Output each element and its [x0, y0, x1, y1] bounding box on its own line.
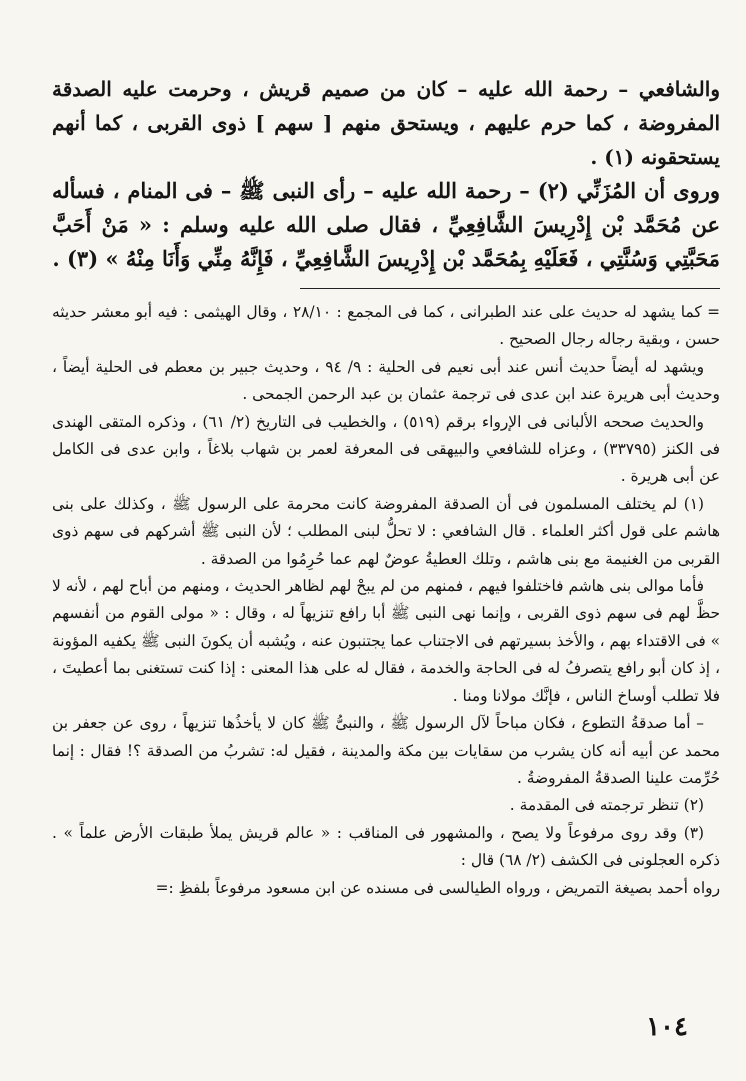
footnote-paragraph: والحديث صححه الألبانى فى الإرواء برقم (٥١٩) ، والخطيب فى التاريخ (٢/ ٦١) ، وذكره المتقى الهندى فى الكنز (٣٣٧٩٥) ، وعزاه للشافعي والبيهقى فى المعرفة لعمر بن شهاب بلاغاً ، وابن عدى فى الكامل عن أبى هريرة .	[52, 412, 720, 486]
footnote-divider	[300, 288, 720, 289]
main-paragraph-1: والشافعي – رحمة الله عليه – كان من صميم قريش ، وحرمت عليه الصدقة المفروضة ، كما حرم عليهم ، ويستحق منهم [ سهم ] ذوى القربى ، كما أنهم يستحقونه (١) .	[52, 77, 720, 169]
footnote-paragraph: رواه أحمد بصيغة التمريض ، ورواه الطيالسى فى مسنده عن ابن مسعود مرفوعاً بلفظِ :=	[155, 878, 720, 897]
page-number: ١٠٤	[646, 1012, 688, 1042]
footnote-3: (٣) وقد روى مرفوعاً ولا يصح ، والمشهور فى المناقب : « عالم قريش يملأ طبقات الأرض علماً » . ذكره العجلونى فى الكشف (٢/ ٦٨) قال :	[52, 823, 720, 870]
book-page	[52, 72, 720, 1052]
main-paragraph-2: وروى أن المُزَنِّي (٢) – رحمة الله عليه – رأى النبى ﷺ – فى المنام ، فسأله عن مُحَمَّد بْن إِدْرِيسَ الشَّافِعِيِّ ، فقال صلى الله عليه وسلم : « مَنْ أَحَبَّ مَحَبَّتِي وَسُنَّتِي ، فَعَلَيْهِ بِمُحَمَّد بْن إِدْرِيسَ الشَّافِعِيِّ ، فَإِنَّهُ مِنِّي وَأَنَا مِنْهُ » (٣) .	[52, 178, 721, 271]
main-text	[52, 72, 720, 276]
footnote-continuation: = كما يشهد له حديث على عند الطبرانى ، كما فى المجمع : ٢٨/١٠ ، وقال الهيثمى : فيه أبو معشر حديثه حسن ، وبقية رجاله رجال الصحيح .	[52, 303, 720, 349]
footnote-2: (٢) تنظر ترجمته فى المقدمة .	[509, 796, 704, 815]
footnote-paragraph: فأما موالى بنى هاشم فاختلفوا فيهم ، فمنهم من لم يبحْ لهم لظاهر الحديث ، ومنهم من أباح لهم ، لأنه لا حظَّ لهم فى سهم ذوى القربى ، وإنما نهى النبى ﷺ أبا رافع تنزيهاً له ، وقال : « مولى القوم من أنفسهم » فى الاقتداء بهم ، والأخذ بسيرتهم فى الاجتناب عما يجتنبون عنه ، ويُشبه أن يكونَ النبى ﷺ يكفيه المؤونة ، إذ كان أبو رافع يتصرفُ له فى الحاجة والخدمة ، فقال له على هذا المعنى : إذا كنت تستغنى بما أعطيتَ ، فلا تطلب أوساخ الناس ، فإنَّك مولانا ومنا .	[52, 577, 720, 705]
footnote-1: (١) لم يختلف المسلمون فى أن الصدقة المفروضة كانت محرمة على الرسول ﷺ ، وكذلك على بنى هاشم على قول أكثر العلماء . قال الشافعي : لا تحلُّ لبنى المطلب ؛ لأن النبى ﷺ أشركهم فى سهم ذوى القربى من الغنيمة مع بنى هاشم ، وتلك العطيةُ عوضٌ لهم عما حُرِمُوا من الصدقة .	[52, 494, 720, 568]
footnote-paragraph: – أما صدقةُ التطوع ، فكان مباحاً لآل الرسول ﷺ ، والنبىُّ ﷺ كان لا يأخذُها تنزيهاً ، روى عن جعفر بن محمد عن أبيه أنه كان يشرب من سقايات بين مكة والمدينة ، فقيل له: تشربُ من الصدقة ؟! فقال : إنما حُرِّمت علينا الصدقةُ المفروضةُ .	[52, 714, 720, 787]
footnote-paragraph: ويشهد له أيضاً حديث أنس عند أبى نعيم فى الحلية : ٩/ ٩٤ ، وحديث جبير بن معطم فى الحلية أيضاً ، وحديث أبى هريرة عند ابن عدى فى ترجمة عثمان بن عبد الرحمن الجمحى .	[52, 357, 720, 404]
footnotes	[52, 299, 720, 902]
